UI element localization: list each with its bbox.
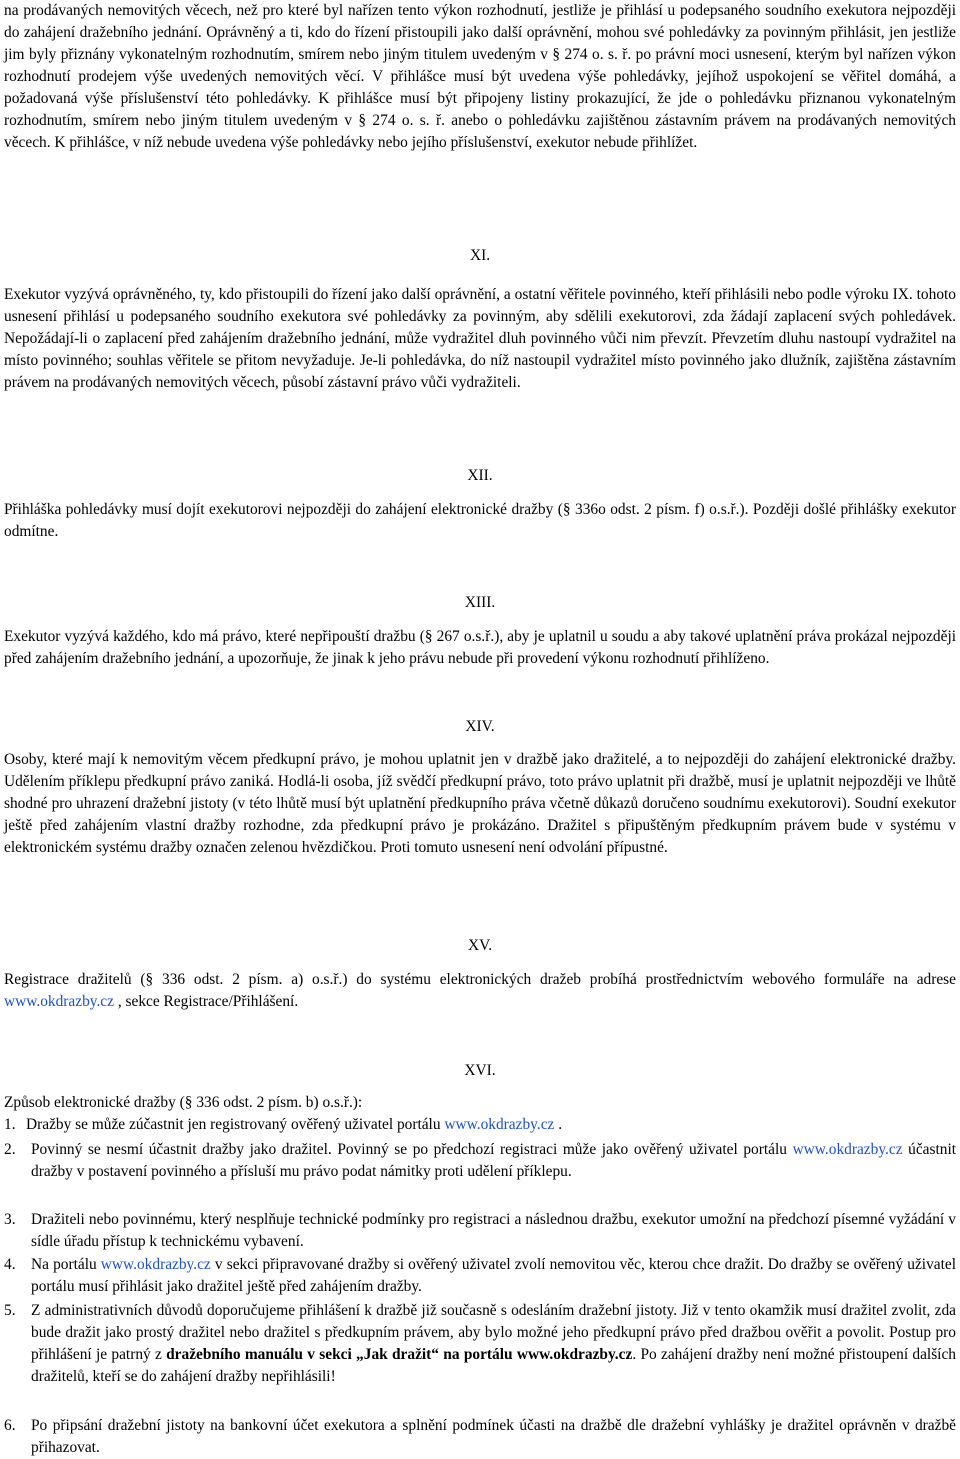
section-heading-xi: XI. bbox=[469, 247, 491, 264]
paragraph-xi: Exekutor vyzývá oprávněného, ty, kdo přistoupili do řízení jako další oprávnění, a ostatní věřitele povinného, kteří přihlásili nebo podle výroku IX. tohoto usnesení přihlásí u podepsaného soudního exekutora své pohledávky za povinným, aby sdělili exekutorovi, zda žádají zaplacení svých pohledávek. Nepožádají-li o zaplacení před zahájením dražebního jednání, může vydražitel dluh povinného vůči nim převzít. Převzetím dluhu nastoupí vydražitel na místo povinného; souhlas věřitele se přitom nevyžaduje. Je-li pohledávka, do níž nastoupil vydražitel místo povinného jako dlužník, zajištěna zástavním právem na prodávaných nemovitých věcech, působí zástavní právo vůči vydražiteli. bbox=[4, 286, 956, 391]
okdrazby-link[interactable]: www.okdrazby.cz bbox=[444, 1116, 555, 1133]
paragraph-xv: Registrace dražitelů (§ 336 odst. 2 písm. a) o.s.ř.) do systému elektronických dražeb probíhá prostřednictvím webového formuláře na adrese www.okdrazby.cz , sekce Registrace/Přihlášení. bbox=[4, 971, 956, 1010]
section-heading-xiii: XIII. bbox=[464, 594, 496, 611]
section-heading-xvi: XVI. bbox=[464, 1062, 496, 1079]
section-heading-xii: XII. bbox=[467, 467, 493, 484]
paragraph-xiii: Exekutor vyzývá každého, kdo má právo, které nepřipouští dražbu (§ 267 o.s.ř.), aby je uplatnil u soudu a aby takové uplatnění práva prokázal nejpozději před zahájením dražebního jednání, a upozorňuje, že jinak k jeho právu nebude při provedení výkonu rozhodnutí přihlíženo. bbox=[4, 628, 956, 667]
auction-manual-reference: dražebního manuálu v sekci „Jak dražit“ na portálu www.okdrazby.cz bbox=[166, 1346, 633, 1363]
paragraph-xvi-intro: Způsob elektronické dražby (§ 336 odst. 2 písm. b) o.s.ř.): bbox=[4, 1094, 363, 1111]
okdrazby-link[interactable]: www.okdrazby.cz bbox=[4, 993, 114, 1010]
paragraph-claims: na prodávaných nemovitých věcech, než pro které byl nařízen tento výkon rozhodnutí, jestliže je přihlásí u podepsaného soudního exekutora nejpozději do zahájení dražebního jednání. Oprávněný a ti, kdo do řízení přistoupili jako další oprávnění, mohou své pohledávky za povinným přihlásit, jen jestliže jim byly přiznány vykonatelným rozhodnutím, smírem nebo jiným titulem uvedeným v § 274 o. s. ř. po právní moci usnesení, kterým byl nařízen výkon rozhodnutí prodejem výše uvedených nemovitých věcí. V přihlášce musí být uvedena výše pohledávky, jejíhož uspokojení se věřitel domáhá, a požadovaná výše příslušenství této pohledávky. K přihlášce musí být připojeny listiny prokazující, že jde o pohledávku přiznanou vykonatelným rozhodnutím, smírem nebo jiným titulem uvedeným v § 274 o. s. ř. anebo o pohledávku zajištěnou zástavním právem na prodávaných nemovitých věcech. K přihlášce, v níž nebude uvedena výše pohledávky nebo jejího příslušenství, exekutor nebude přihlížet. bbox=[4, 2, 956, 151]
list-item-6: 6. Po připsání dražební jistoty na bankovní účet exekutora a splnění podmínek účasti na dražbě dle dražební vyhlášky je dražitel oprávněn v dražbě přihazovat. bbox=[4, 1417, 956, 1456]
section-heading-xiv: XIV. bbox=[465, 718, 495, 735]
list-item-3: 3. Dražiteli nebo povinnému, který nesplňuje technické podmínky pro registraci a následnou dražbu, exekutor umožní na předchozí písemné vyžádání v sídle úřadu přístup k technickému vybavení. bbox=[4, 1211, 956, 1250]
list-item-4: 4. Na portálu www.okdrazby.cz v sekci připravované dražby si ověřený uživatel zvolí nemovitou věc, kterou chce dražit. Do dražby se ověřený uživatel portálu musí přihlásit jako dražitel ještě před zahájením dražby. bbox=[4, 1256, 956, 1295]
okdrazby-link[interactable]: www.okdrazby.cz bbox=[100, 1256, 211, 1273]
paragraph-xii: Přihláška pohledávky musí dojít exekutorovi nejpozději do zahájení elektronické dražby (§ 336o odst. 2 písm. f) o.s.ř.). Později došlé přihlášky exekutor odmítne. bbox=[4, 501, 956, 540]
list-item-5: 5. Z administrativních důvodů doporučujeme přihlášení k dražbě již současně s odesláním dražební jistoty. Již v tento okamžik musí dražitel zvolit, zda bude dražit jako prostý dražitel nebo dražitel s předkupním právem, aby bylo možné jeho předkupní právo před dražbou ověřit a povolit. Postup pro přihlášení je patrný z dražebního manuálu v sekci „Jak dražit“ na portálu www.okdrazby.cz. Po zahájení dražby není možné přistoupení dalších dražitelů, kteří se do zahájení dražby nepřihlásili! bbox=[4, 1302, 956, 1385]
okdrazby-link[interactable]: www.okdrazby.cz bbox=[792, 1141, 903, 1158]
list-item-2: 2. Povinný se nesmí účastnit dražby jako dražitel. Povinný se po předchozí registraci může jako ověřený uživatel portálu www.okdrazby.cz účastnit dražby v postavení povinného a přísluší mu právo podat námitky proti udělení příklepu. bbox=[4, 1141, 957, 1180]
section-heading-xv: XV. bbox=[467, 937, 493, 954]
paragraph-xiv: Osoby, které mají k nemovitým věcem předkupní právo, je mohou uplatnit jen v dražbě jako dražitelé, a to nejpozději do zahájení elektronické dražby. Udělením příklepu předkupní právo zaniká. Hodlá-li osoba, jíž svědčí předkupní právo, toto právo uplatnit při dražbě, musí je uplatnit nejpozději ve lhůtě shodné pro uhrazení dražební jistoty (v této lhůtě musí být uplatnění předkupního práva včetně důkazů doručeno soudnímu exekutorovi). Soudní exekutor ještě před zahájením vlastní dražby rozhodne, zda předkupní právo je prokázáno. Dražitel s připuštěným předkupním právem bude v systému v elektronickém systému dražby označen zelenou hvězdičkou. Proti tomuto usnesení není odvolání přípustné. bbox=[4, 751, 956, 856]
list-item-1: 1. Dražby se může zúčastnit jen registrovaný ověřený uživatel portálu www.okdrazby.cz . bbox=[4, 1116, 563, 1133]
